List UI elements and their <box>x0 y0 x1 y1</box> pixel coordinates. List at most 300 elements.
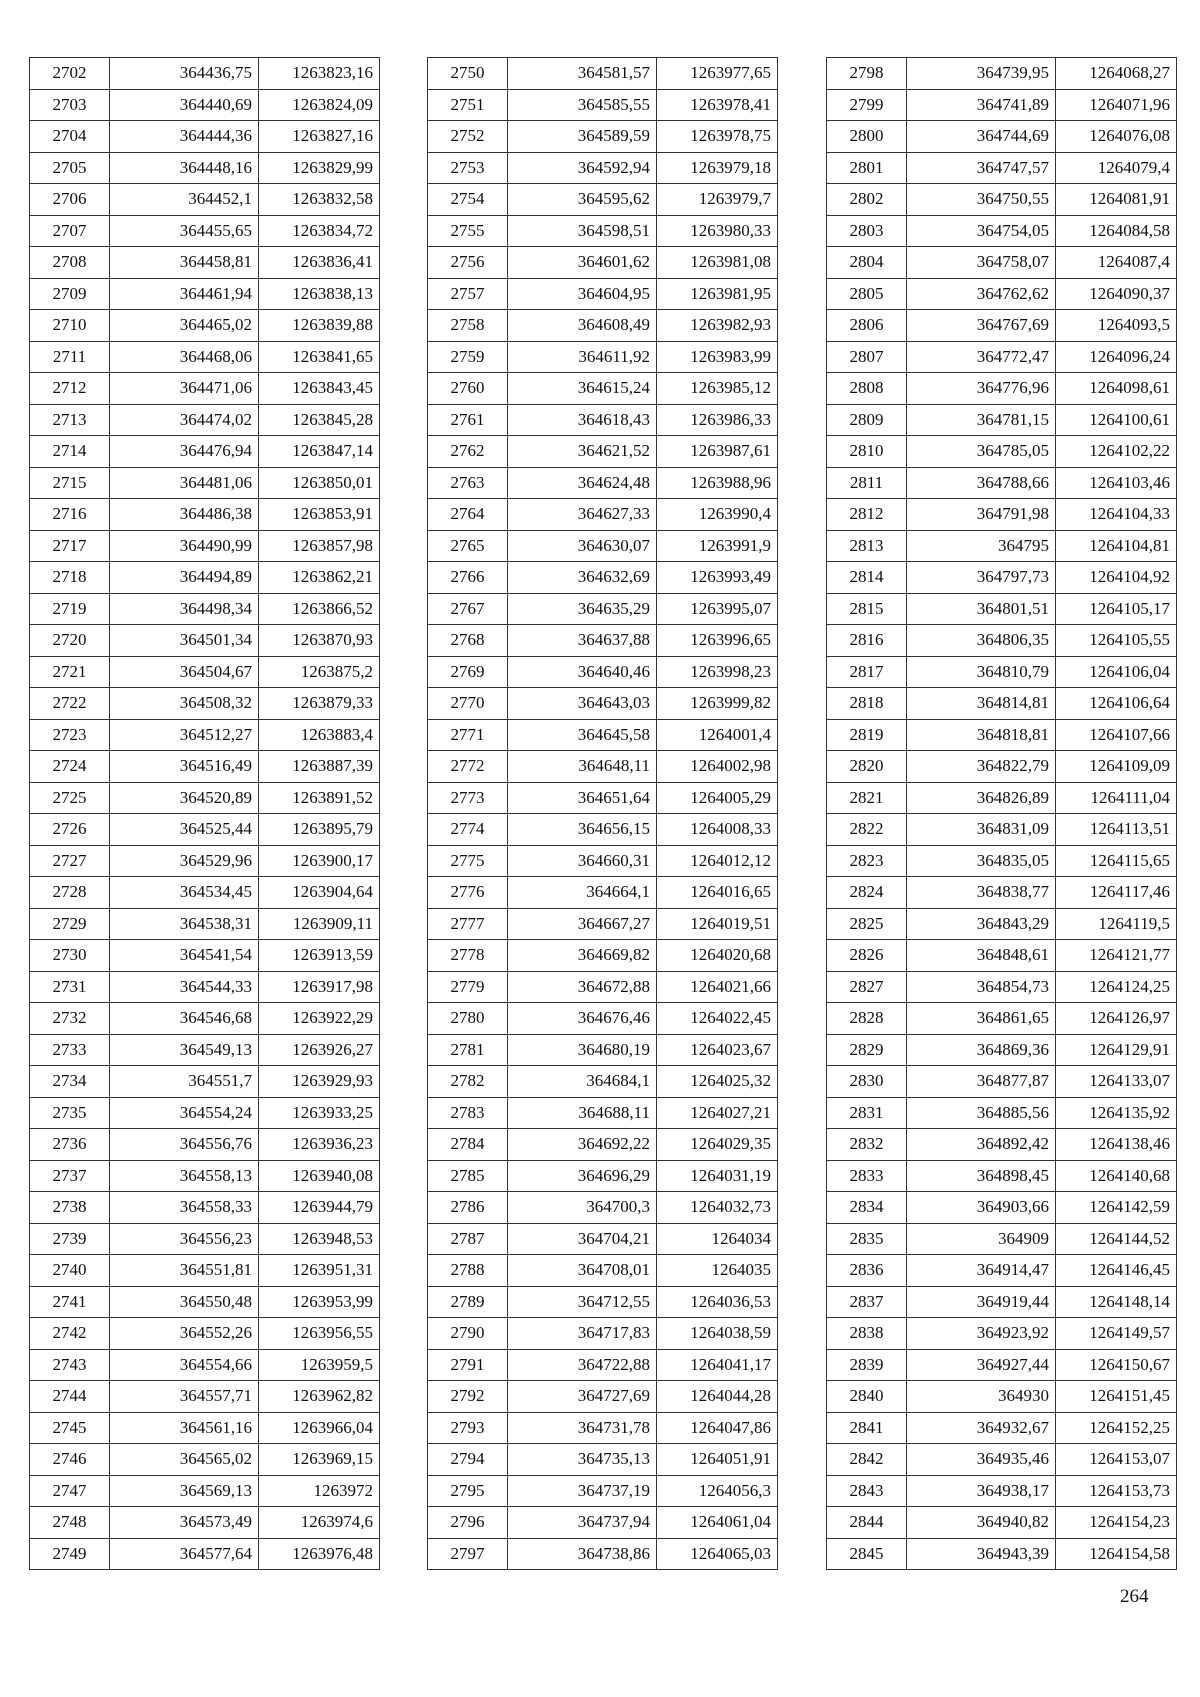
y-coordinate-cell: 1264029,35 <box>657 1129 778 1161</box>
coordinates-table-1 <box>29 57 380 1570</box>
point-number-cell: 2752 <box>428 121 508 153</box>
table-row <box>30 278 380 310</box>
x-coordinate-cell: 364476,94 <box>110 436 259 468</box>
y-coordinate-cell: 1264103,46 <box>1056 467 1177 499</box>
x-coordinate-cell: 364552,26 <box>110 1318 259 1350</box>
table-row <box>428 404 778 436</box>
table-row <box>30 1034 380 1066</box>
x-coordinate-cell: 364465,02 <box>110 310 259 342</box>
y-coordinate-cell: 1263827,16 <box>259 121 380 153</box>
table-row <box>428 1444 778 1476</box>
point-number-cell: 2716 <box>30 499 110 531</box>
x-coordinate-cell: 364598,51 <box>508 215 657 247</box>
table-row <box>827 1444 1177 1476</box>
y-coordinate-cell: 1263847,14 <box>259 436 380 468</box>
x-coordinate-cell: 364669,82 <box>508 940 657 972</box>
x-coordinate-cell: 364436,75 <box>110 58 259 90</box>
y-coordinate-cell: 1264117,46 <box>1056 877 1177 909</box>
table-row <box>30 310 380 342</box>
x-coordinate-cell: 364490,99 <box>110 530 259 562</box>
point-number-cell: 2709 <box>30 278 110 310</box>
y-coordinate-cell: 1264079,4 <box>1056 152 1177 184</box>
x-coordinate-cell: 364592,94 <box>508 152 657 184</box>
y-coordinate-cell: 1263953,99 <box>259 1286 380 1318</box>
x-coordinate-cell: 364688,11 <box>508 1097 657 1129</box>
x-coordinate-cell: 364608,49 <box>508 310 657 342</box>
table-row <box>827 404 1177 436</box>
y-coordinate-cell: 1264138,46 <box>1056 1129 1177 1161</box>
y-coordinate-cell: 1263834,72 <box>259 215 380 247</box>
point-number-cell: 2769 <box>428 656 508 688</box>
y-coordinate-cell: 1264084,58 <box>1056 215 1177 247</box>
point-number-cell: 2772 <box>428 751 508 783</box>
point-number-cell: 2836 <box>827 1255 907 1287</box>
y-coordinate-cell: 1264129,91 <box>1056 1034 1177 1066</box>
table-row <box>827 908 1177 940</box>
table-row <box>827 814 1177 846</box>
table-row <box>827 1507 1177 1539</box>
table-row <box>827 152 1177 184</box>
table-row <box>428 436 778 468</box>
y-coordinate-cell: 1264115,65 <box>1056 845 1177 877</box>
x-coordinate-cell: 364544,33 <box>110 971 259 1003</box>
point-number-cell: 2803 <box>827 215 907 247</box>
table-row <box>827 845 1177 877</box>
point-number-cell: 2832 <box>827 1129 907 1161</box>
point-number-cell: 2727 <box>30 845 110 877</box>
table-row <box>428 782 778 814</box>
x-coordinate-cell: 364508,32 <box>110 688 259 720</box>
point-number-cell: 2767 <box>428 593 508 625</box>
x-coordinate-cell: 364529,96 <box>110 845 259 877</box>
table-row <box>428 845 778 877</box>
point-number-cell: 2713 <box>30 404 110 436</box>
point-number-cell: 2845 <box>827 1538 907 1570</box>
table-row <box>827 121 1177 153</box>
y-coordinate-cell: 1263843,45 <box>259 373 380 405</box>
x-coordinate-cell: 364577,64 <box>110 1538 259 1570</box>
point-number-cell: 2756 <box>428 247 508 279</box>
point-number-cell: 2778 <box>428 940 508 972</box>
x-coordinate-cell: 364822,79 <box>907 751 1056 783</box>
y-coordinate-cell: 1263936,23 <box>259 1129 380 1161</box>
x-coordinate-cell: 364696,29 <box>508 1160 657 1192</box>
y-coordinate-cell: 1264106,64 <box>1056 688 1177 720</box>
point-number-cell: 2704 <box>30 121 110 153</box>
point-number-cell: 2834 <box>827 1192 907 1224</box>
table-row <box>827 247 1177 279</box>
table-row <box>428 1538 778 1570</box>
x-coordinate-cell: 364785,05 <box>907 436 1056 468</box>
x-coordinate-cell: 364444,36 <box>110 121 259 153</box>
y-coordinate-cell: 1264150,67 <box>1056 1349 1177 1381</box>
x-coordinate-cell: 364635,29 <box>508 593 657 625</box>
point-number-cell: 2732 <box>30 1003 110 1035</box>
table-row <box>827 719 1177 751</box>
point-number-cell: 2718 <box>30 562 110 594</box>
table-row <box>30 719 380 751</box>
point-number-cell: 2734 <box>30 1066 110 1098</box>
point-number-cell: 2809 <box>827 404 907 436</box>
table-row <box>30 1538 380 1570</box>
y-coordinate-cell: 1263944,79 <box>259 1192 380 1224</box>
x-coordinate-cell: 364831,09 <box>907 814 1056 846</box>
x-coordinate-cell: 364843,29 <box>907 908 1056 940</box>
point-number-cell: 2812 <box>827 499 907 531</box>
point-number-cell: 2724 <box>30 751 110 783</box>
x-coordinate-cell: 364534,45 <box>110 877 259 909</box>
x-coordinate-cell: 364835,05 <box>907 845 1056 877</box>
point-number-cell: 2780 <box>428 1003 508 1035</box>
x-coordinate-cell: 364898,45 <box>907 1160 1056 1192</box>
y-coordinate-cell: 1263979,7 <box>657 184 778 216</box>
point-number-cell: 2844 <box>827 1507 907 1539</box>
table-row <box>827 562 1177 594</box>
point-number-cell: 2712 <box>30 373 110 405</box>
table-row <box>428 184 778 216</box>
x-coordinate-cell: 364656,15 <box>508 814 657 846</box>
table-row <box>827 1318 1177 1350</box>
x-coordinate-cell: 364935,46 <box>907 1444 1056 1476</box>
point-number-cell: 2815 <box>827 593 907 625</box>
x-coordinate-cell: 364914,47 <box>907 1255 1056 1287</box>
x-coordinate-cell: 364554,24 <box>110 1097 259 1129</box>
point-number-cell: 2717 <box>30 530 110 562</box>
x-coordinate-cell: 364504,67 <box>110 656 259 688</box>
y-coordinate-cell: 1263838,13 <box>259 278 380 310</box>
y-coordinate-cell: 1263995,07 <box>657 593 778 625</box>
point-number-cell: 2726 <box>30 814 110 846</box>
point-number-cell: 2823 <box>827 845 907 877</box>
table-row <box>428 877 778 909</box>
x-coordinate-cell: 364930 <box>907 1381 1056 1413</box>
x-coordinate-cell: 364708,01 <box>508 1255 657 1287</box>
x-coordinate-cell: 364788,66 <box>907 467 1056 499</box>
y-coordinate-cell: 1263832,58 <box>259 184 380 216</box>
point-number-cell: 2777 <box>428 908 508 940</box>
point-number-cell: 2733 <box>30 1034 110 1066</box>
y-coordinate-cell: 1263990,4 <box>657 499 778 531</box>
point-number-cell: 2781 <box>428 1034 508 1066</box>
x-coordinate-cell: 364791,98 <box>907 499 1056 531</box>
x-coordinate-cell: 364618,43 <box>508 404 657 436</box>
x-coordinate-cell: 364737,94 <box>508 1507 657 1539</box>
x-coordinate-cell: 364640,46 <box>508 656 657 688</box>
table-row <box>30 1160 380 1192</box>
table-row <box>827 940 1177 972</box>
point-number-cell: 2813 <box>827 530 907 562</box>
y-coordinate-cell: 1263993,49 <box>657 562 778 594</box>
x-coordinate-cell: 364557,71 <box>110 1381 259 1413</box>
y-coordinate-cell: 1263913,59 <box>259 940 380 972</box>
point-number-cell: 2731 <box>30 971 110 1003</box>
x-coordinate-cell: 364818,81 <box>907 719 1056 751</box>
y-coordinate-cell: 1263845,28 <box>259 404 380 436</box>
x-coordinate-cell: 364919,44 <box>907 1286 1056 1318</box>
x-coordinate-cell: 364643,03 <box>508 688 657 720</box>
table-row <box>30 814 380 846</box>
y-coordinate-cell: 1263980,33 <box>657 215 778 247</box>
y-coordinate-cell: 1264113,51 <box>1056 814 1177 846</box>
table-row <box>30 530 380 562</box>
x-coordinate-cell: 364471,06 <box>110 373 259 405</box>
table-row <box>30 656 380 688</box>
table-row <box>30 562 380 594</box>
y-coordinate-cell: 1264119,5 <box>1056 908 1177 940</box>
point-number-cell: 2804 <box>827 247 907 279</box>
x-coordinate-cell: 364741,89 <box>907 89 1056 121</box>
x-coordinate-cell: 364525,44 <box>110 814 259 846</box>
table-row <box>827 215 1177 247</box>
y-coordinate-cell: 1264056,3 <box>657 1475 778 1507</box>
point-number-cell: 2740 <box>30 1255 110 1287</box>
table-row <box>428 530 778 562</box>
point-number-cell: 2831 <box>827 1097 907 1129</box>
point-number-cell: 2711 <box>30 341 110 373</box>
y-coordinate-cell: 1263857,98 <box>259 530 380 562</box>
x-coordinate-cell: 364595,62 <box>508 184 657 216</box>
x-coordinate-cell: 364892,42 <box>907 1129 1056 1161</box>
y-coordinate-cell: 1263978,41 <box>657 89 778 121</box>
x-coordinate-cell: 364541,54 <box>110 940 259 972</box>
x-coordinate-cell: 364923,92 <box>907 1318 1056 1350</box>
point-number-cell: 2800 <box>827 121 907 153</box>
x-coordinate-cell: 364554,66 <box>110 1349 259 1381</box>
point-number-cell: 2771 <box>428 719 508 751</box>
x-coordinate-cell: 364727,69 <box>508 1381 657 1413</box>
point-number-cell: 2817 <box>827 656 907 688</box>
y-coordinate-cell: 1264153,73 <box>1056 1475 1177 1507</box>
x-coordinate-cell: 364801,51 <box>907 593 1056 625</box>
table-row <box>428 940 778 972</box>
table-row <box>30 782 380 814</box>
table-row <box>428 215 778 247</box>
table-row <box>827 1255 1177 1287</box>
x-coordinate-cell: 364750,55 <box>907 184 1056 216</box>
x-coordinate-cell: 364551,7 <box>110 1066 259 1098</box>
table-row <box>428 1129 778 1161</box>
x-coordinate-cell: 364556,23 <box>110 1223 259 1255</box>
table-row <box>30 1381 380 1413</box>
x-coordinate-cell: 364877,87 <box>907 1066 1056 1098</box>
y-coordinate-cell: 1264027,21 <box>657 1097 778 1129</box>
y-coordinate-cell: 1264149,57 <box>1056 1318 1177 1350</box>
y-coordinate-cell: 1263991,9 <box>657 530 778 562</box>
point-number-cell: 2705 <box>30 152 110 184</box>
x-coordinate-cell: 364565,02 <box>110 1444 259 1476</box>
point-number-cell: 2738 <box>30 1192 110 1224</box>
x-coordinate-cell: 364452,1 <box>110 184 259 216</box>
x-coordinate-cell: 364795 <box>907 530 1056 562</box>
table-row <box>428 1381 778 1413</box>
table-row <box>30 152 380 184</box>
table-row <box>827 467 1177 499</box>
y-coordinate-cell: 1263972 <box>259 1475 380 1507</box>
point-number-cell: 2742 <box>30 1318 110 1350</box>
x-coordinate-cell: 364806,35 <box>907 625 1056 657</box>
point-number-cell: 2805 <box>827 278 907 310</box>
y-coordinate-cell: 1264061,04 <box>657 1507 778 1539</box>
x-coordinate-cell: 364676,46 <box>508 1003 657 1035</box>
y-coordinate-cell: 1264005,29 <box>657 782 778 814</box>
x-coordinate-cell: 364569,13 <box>110 1475 259 1507</box>
point-number-cell: 2748 <box>30 1507 110 1539</box>
table-row <box>428 1255 778 1287</box>
y-coordinate-cell: 1264121,77 <box>1056 940 1177 972</box>
y-coordinate-cell: 1263904,64 <box>259 877 380 909</box>
y-coordinate-cell: 1263966,04 <box>259 1412 380 1444</box>
table-row <box>827 436 1177 468</box>
table-row <box>827 373 1177 405</box>
y-coordinate-cell: 1263879,33 <box>259 688 380 720</box>
table-row <box>827 1412 1177 1444</box>
y-coordinate-cell: 1264012,12 <box>657 845 778 877</box>
x-coordinate-cell: 364781,15 <box>907 404 1056 436</box>
table-row <box>827 656 1177 688</box>
x-coordinate-cell: 364885,56 <box>907 1097 1056 1129</box>
y-coordinate-cell: 1264126,97 <box>1056 1003 1177 1035</box>
table-row <box>30 341 380 373</box>
x-coordinate-cell: 364762,62 <box>907 278 1056 310</box>
x-coordinate-cell: 364660,31 <box>508 845 657 877</box>
point-number-cell: 2789 <box>428 1286 508 1318</box>
point-number-cell: 2751 <box>428 89 508 121</box>
x-coordinate-cell: 364486,38 <box>110 499 259 531</box>
y-coordinate-cell: 1264071,96 <box>1056 89 1177 121</box>
y-coordinate-cell: 1263981,08 <box>657 247 778 279</box>
y-coordinate-cell: 1263850,01 <box>259 467 380 499</box>
y-coordinate-cell: 1263962,82 <box>259 1381 380 1413</box>
y-coordinate-cell: 1263985,12 <box>657 373 778 405</box>
x-coordinate-cell: 364810,79 <box>907 656 1056 688</box>
table-row <box>428 1507 778 1539</box>
y-coordinate-cell: 1264098,61 <box>1056 373 1177 405</box>
point-number-cell: 2708 <box>30 247 110 279</box>
table-row <box>827 1349 1177 1381</box>
point-number-cell: 2735 <box>30 1097 110 1129</box>
y-coordinate-cell: 1263956,55 <box>259 1318 380 1350</box>
y-coordinate-cell: 1263998,23 <box>657 656 778 688</box>
x-coordinate-cell: 364458,81 <box>110 247 259 279</box>
table-row <box>30 1412 380 1444</box>
x-coordinate-cell: 364551,81 <box>110 1255 259 1287</box>
table-row <box>30 1192 380 1224</box>
point-number-cell: 2792 <box>428 1381 508 1413</box>
x-coordinate-cell: 364712,55 <box>508 1286 657 1318</box>
y-coordinate-cell: 1263988,96 <box>657 467 778 499</box>
table-row <box>827 1160 1177 1192</box>
x-coordinate-cell: 364861,65 <box>907 1003 1056 1035</box>
y-coordinate-cell: 1264032,73 <box>657 1192 778 1224</box>
table-row <box>428 719 778 751</box>
y-coordinate-cell: 1264008,33 <box>657 814 778 846</box>
point-number-cell: 2829 <box>827 1034 907 1066</box>
x-coordinate-cell: 364767,69 <box>907 310 1056 342</box>
table-row <box>30 688 380 720</box>
table-row <box>827 1097 1177 1129</box>
table-row <box>30 1507 380 1539</box>
point-number-cell: 2720 <box>30 625 110 657</box>
y-coordinate-cell: 1263823,16 <box>259 58 380 90</box>
point-number-cell: 2706 <box>30 184 110 216</box>
point-number-cell: 2719 <box>30 593 110 625</box>
x-coordinate-cell: 364927,44 <box>907 1349 1056 1381</box>
point-number-cell: 2838 <box>827 1318 907 1350</box>
point-number-cell: 2808 <box>827 373 907 405</box>
y-coordinate-cell: 1264111,04 <box>1056 782 1177 814</box>
table-row <box>30 625 380 657</box>
x-coordinate-cell: 364684,1 <box>508 1066 657 1098</box>
point-number-cell: 2770 <box>428 688 508 720</box>
table-row <box>827 499 1177 531</box>
table-row <box>827 877 1177 909</box>
table-row <box>428 908 778 940</box>
y-coordinate-cell: 1264107,66 <box>1056 719 1177 751</box>
point-number-cell: 2741 <box>30 1286 110 1318</box>
table-row <box>827 971 1177 1003</box>
y-coordinate-cell: 1264047,86 <box>657 1412 778 1444</box>
point-number-cell: 2788 <box>428 1255 508 1287</box>
point-number-cell: 2830 <box>827 1066 907 1098</box>
y-coordinate-cell: 1264020,68 <box>657 940 778 972</box>
point-number-cell: 2795 <box>428 1475 508 1507</box>
point-number-cell: 2765 <box>428 530 508 562</box>
x-coordinate-cell: 364651,64 <box>508 782 657 814</box>
point-number-cell: 2825 <box>827 908 907 940</box>
y-coordinate-cell: 1264105,55 <box>1056 625 1177 657</box>
x-coordinate-cell: 364538,31 <box>110 908 259 940</box>
y-coordinate-cell: 1264100,61 <box>1056 404 1177 436</box>
coordinates-table-3 <box>826 57 1177 1570</box>
point-number-cell: 2766 <box>428 562 508 594</box>
table-row <box>827 1381 1177 1413</box>
y-coordinate-cell: 1263933,25 <box>259 1097 380 1129</box>
point-number-cell: 2807 <box>827 341 907 373</box>
point-number-cell: 2818 <box>827 688 907 720</box>
x-coordinate-cell: 364754,05 <box>907 215 1056 247</box>
point-number-cell: 2833 <box>827 1160 907 1192</box>
x-coordinate-cell: 364869,36 <box>907 1034 1056 1066</box>
point-number-cell: 2721 <box>30 656 110 688</box>
y-coordinate-cell: 1264152,25 <box>1056 1412 1177 1444</box>
table-row <box>30 1255 380 1287</box>
table-row <box>827 184 1177 216</box>
y-coordinate-cell: 1263922,29 <box>259 1003 380 1035</box>
point-number-cell: 2794 <box>428 1444 508 1476</box>
table-row <box>827 1066 1177 1098</box>
point-number-cell: 2835 <box>827 1223 907 1255</box>
table-row <box>30 373 380 405</box>
y-coordinate-cell: 1263951,31 <box>259 1255 380 1287</box>
x-coordinate-cell: 364474,02 <box>110 404 259 436</box>
point-number-cell: 2799 <box>827 89 907 121</box>
x-coordinate-cell: 364909 <box>907 1223 1056 1255</box>
table-row <box>428 814 778 846</box>
point-number-cell: 2755 <box>428 215 508 247</box>
table-row <box>827 530 1177 562</box>
point-number-cell: 2839 <box>827 1349 907 1381</box>
y-coordinate-cell: 1264104,33 <box>1056 499 1177 531</box>
y-coordinate-cell: 1264106,04 <box>1056 656 1177 688</box>
y-coordinate-cell: 1264151,45 <box>1056 1381 1177 1413</box>
table-row <box>30 971 380 1003</box>
y-coordinate-cell: 1264023,67 <box>657 1034 778 1066</box>
y-coordinate-cell: 1264135,92 <box>1056 1097 1177 1129</box>
table-row <box>30 1318 380 1350</box>
y-coordinate-cell: 1264002,98 <box>657 751 778 783</box>
table-row <box>827 1538 1177 1570</box>
y-coordinate-cell: 1263974,6 <box>259 1507 380 1539</box>
